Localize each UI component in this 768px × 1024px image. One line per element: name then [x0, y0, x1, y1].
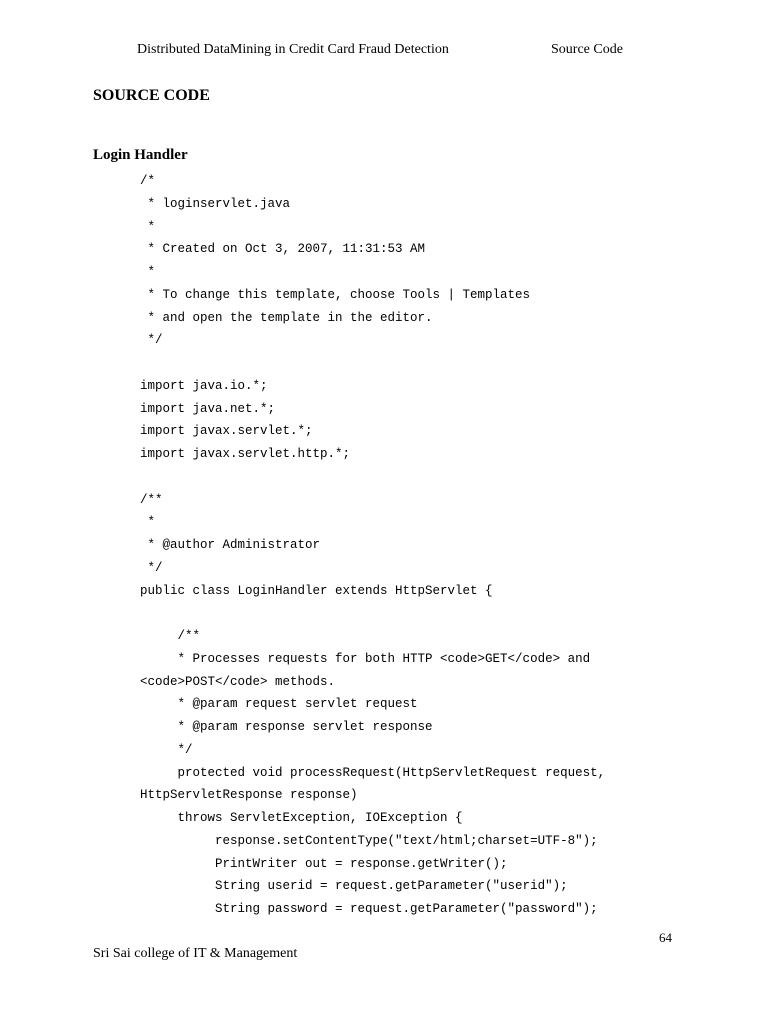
code-line: import java.io.*;	[140, 378, 268, 393]
code-line: * Created on Oct 3, 2007, 11:31:53 AM	[140, 242, 426, 257]
code-line: public class LoginHandler extends HttpServlet {	[140, 583, 493, 598]
code-line: /*	[140, 174, 156, 188]
code-line: */	[140, 742, 193, 757]
code-line: throws ServletException, IOException {	[140, 811, 463, 825]
page-number: 64	[659, 930, 672, 945]
footer-college: Sri Sai college of IT & Management	[93, 946, 298, 961]
code-line: import javax.servlet.*;	[140, 424, 313, 439]
code-line: *	[140, 265, 156, 279]
code-line: * loginservlet.java	[140, 196, 291, 211]
code-line: String password = request.getParameter("password");	[140, 902, 598, 916]
code-line: * @param request servlet request	[140, 697, 418, 712]
code-line: String userid = request.getParameter("userid");	[140, 879, 568, 894]
code-line: import java.net.*;	[140, 401, 276, 416]
code-line: * Processes requests for both HTTP <code>GET</code> and	[140, 651, 591, 666]
code-line: * @author Administrator	[140, 538, 321, 552]
running-header-title: Distributed DataMining in Credit Card Fraud Detection	[137, 42, 449, 57]
code-line: protected void processRequest(HttpServletRequest request,	[140, 765, 606, 780]
code-line: <code>POST</code> methods.	[140, 674, 336, 689]
subsection-title: Login Handler	[93, 147, 188, 163]
section-title: SOURCE CODE	[93, 87, 210, 104]
code-line: * To change this template, choose Tools | Templates	[140, 287, 531, 302]
code-line: import javax.servlet.http.*;	[140, 447, 351, 461]
code-line: PrintWriter out = response.getWriter();	[140, 856, 508, 871]
code-line: * @param response servlet response	[140, 720, 433, 734]
code-line: response.setContentType("text/html;charset=UTF-8");	[140, 833, 598, 848]
code-line: */	[140, 560, 163, 575]
code-line: HttpServletResponse response)	[140, 788, 358, 803]
code-line: */	[140, 333, 163, 348]
code-line: *	[140, 515, 156, 530]
running-header-section: Source Code	[551, 42, 623, 57]
code-line: *	[140, 219, 156, 234]
code-line: /**	[140, 492, 163, 507]
code-line: /**	[140, 629, 201, 643]
code-line: * and open the template in the editor.	[140, 310, 433, 325]
